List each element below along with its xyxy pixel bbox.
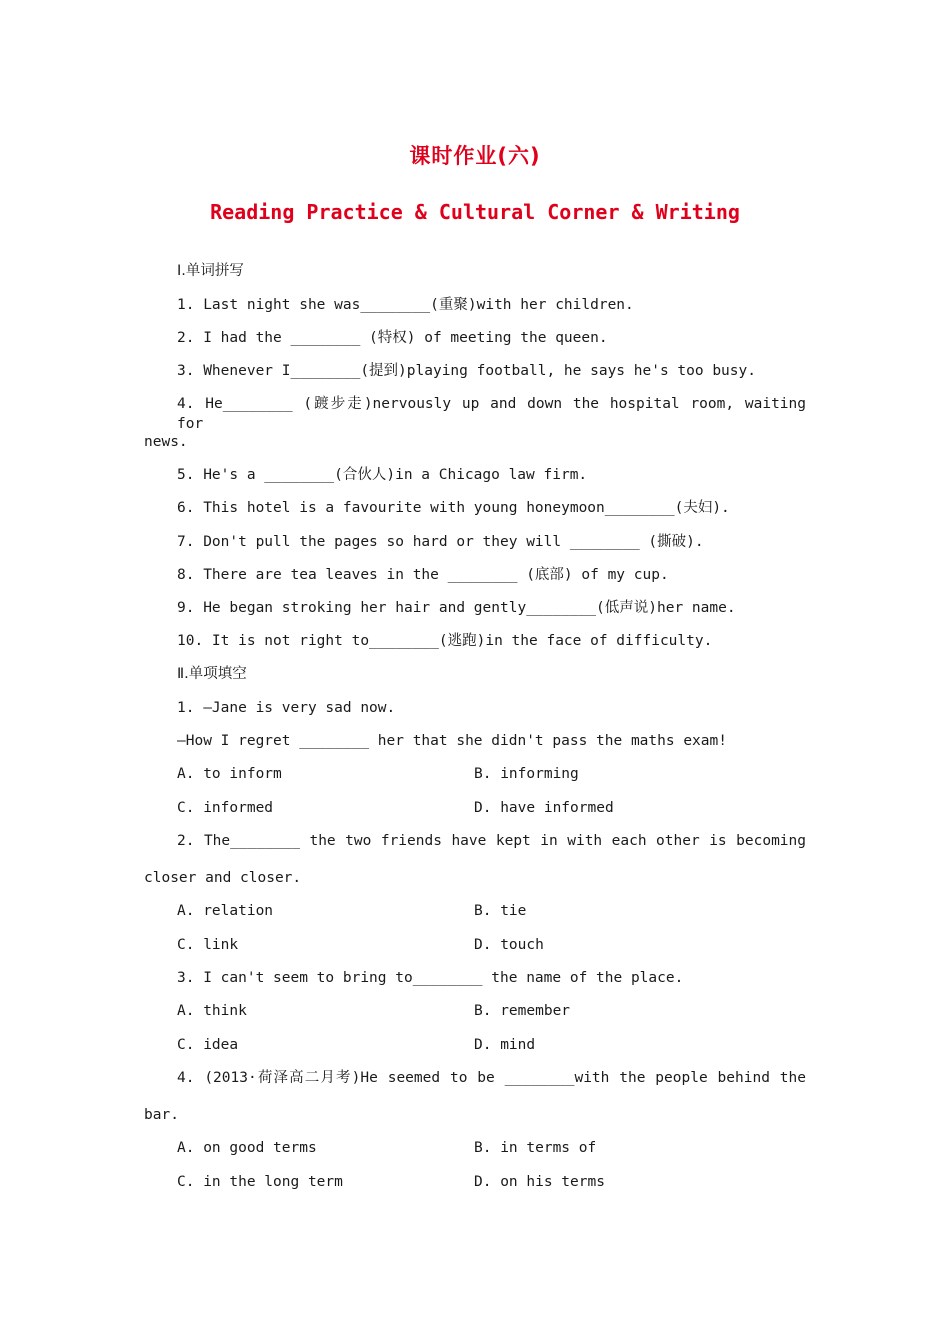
question-4-stem: 4. (2013·荷泽高二月考)He seemed to be ________with the people behind the — [177, 1070, 806, 1086]
question-1-stem-continued: —How I regret ________ her that she didn't pass the maths exam! — [177, 733, 727, 749]
section-heading-spelling: Ⅰ.单词拼写 — [177, 263, 244, 279]
spelling-item-1: 1. Last night she was________(重聚)with her children. — [177, 297, 634, 313]
spelling-item-4-continued: news. — [144, 434, 188, 450]
question-2-stem-continued: closer and closer. — [144, 870, 302, 886]
spelling-item-8: 8. There are tea leaves in the ________ (底部) of my cup. — [177, 567, 669, 583]
question-1-stem: 1. —Jane is very sad now. — [177, 700, 396, 716]
question-3-stem: 3. I can't seem to bring to________ the name of the place. — [177, 970, 684, 986]
spelling-item-7: 7. Don't pull the pages so hard or they will ________ (撕破). — [177, 534, 704, 550]
spelling-item-4: 4. He________ (踱步走)nervously up and down the hospital room, waiting for — [177, 396, 806, 432]
question-4-stem-continued: bar. — [144, 1107, 179, 1123]
page-title-english: Reading Practice & Cultural Corner & Writing — [210, 200, 740, 224]
question-3-option-a: A. think — [177, 1003, 247, 1019]
question-3-option-d: D. mind — [474, 1037, 536, 1053]
spelling-item-2: 2. I had the ________ (特权) of meeting the queen. — [177, 330, 608, 346]
question-2-option-b: B. tie — [474, 903, 527, 919]
question-2-stem: 2. The________ the two friends have kept in with each other is becoming — [177, 833, 806, 849]
question-1-option-b: B. informing — [474, 766, 579, 782]
question-4-option-c: C. in the long term — [177, 1174, 343, 1190]
spelling-item-10: 10. It is not right to________(逃跑)in the face of difficulty. — [177, 633, 713, 649]
question-4-option-b: B. in terms of — [474, 1140, 597, 1156]
question-2-option-c: C. link — [177, 937, 239, 953]
question-4-option-d: D. on his terms — [474, 1174, 605, 1190]
spelling-item-5: 5. He's a ________(合伙人)in a Chicago law firm. — [177, 467, 588, 483]
question-2-option-d: D. touch — [474, 937, 544, 953]
question-3-option-b: B. remember — [474, 1003, 571, 1019]
spelling-item-6: 6. This hotel is a favourite with young honeymoon________(夫妇). — [177, 500, 730, 516]
question-1-option-a: A. to inform — [177, 766, 282, 782]
section-heading-multiple-choice: Ⅱ.单项填空 — [177, 666, 247, 682]
question-4-option-a: A. on good terms — [177, 1140, 317, 1156]
page-title-chinese: 课时作业(六) — [409, 144, 541, 168]
question-1-option-c: C. informed — [177, 800, 274, 816]
question-2-option-a: A. relation — [177, 903, 274, 919]
spelling-item-3: 3. Whenever I________(提到)playing football, he says he's too busy. — [177, 363, 756, 379]
spelling-item-9: 9. He began stroking her hair and gently________(低声说)her name. — [177, 600, 736, 616]
question-3-option-c: C. idea — [177, 1037, 239, 1053]
question-1-option-d: D. have informed — [474, 800, 614, 816]
